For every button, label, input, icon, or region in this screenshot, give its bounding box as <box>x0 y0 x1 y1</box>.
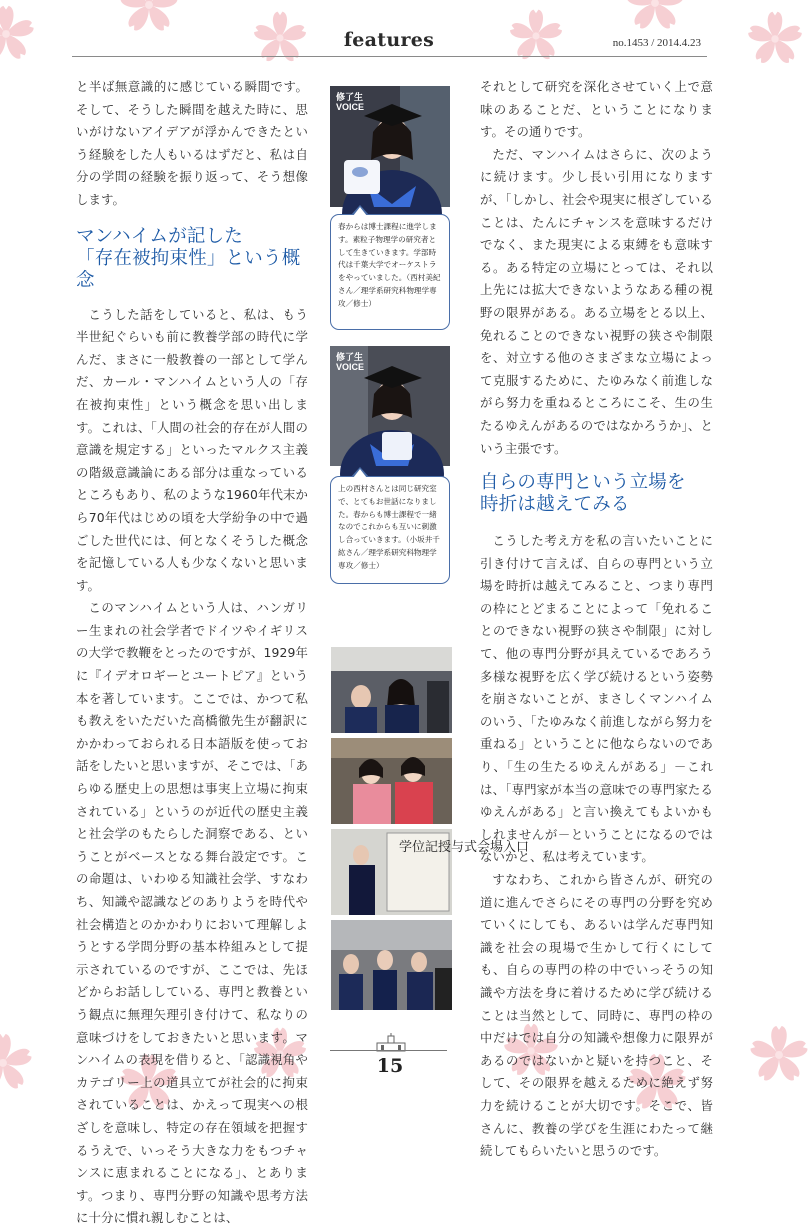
paragraph: すなわち、これから皆さんが、研究の道に進んでさらにその専門の分野を究めていくにしても、あるいは学んだ専門知識を社会の現場で生かして行くにしても、自らの専門の枠の中でいっそうの知識や方法を身に着けるために学び続けることは当然として、同時に、専門の枠の中だけでは自分の知識や想像力に限界があるのではないかと疑いを持つこと、そして、その限界を越えるために絶えず努力を続けることが大切です。そこで、皆さんに、教養の学びを生涯にわたって継続してもらいたいと思うのです。 <box>480 872 713 1159</box>
page-number: 15 <box>376 1055 404 1077</box>
university-emblem-icon <box>375 1033 407 1051</box>
ceremony-photo-4 <box>331 920 452 1010</box>
header-divider <box>72 56 707 57</box>
cherry-blossom-icon <box>0 2 38 66</box>
paragraph: と半ば無意識的に感じている瞬間です。そして、そうした瞬間を越えた時に、思いがけないアイデアが浮かんできたという経験をした人もいるはずだと、私は自分の学問の経験を振り返って、そう想像します。 <box>76 79 308 207</box>
cherry-blossom-icon <box>0 1030 36 1096</box>
right-column <box>480 76 713 1163</box>
section-heading: マンハイムが記した 「存在被拘束性」という概念 <box>76 225 301 291</box>
paragraph: それとして研究を深化させていく上で意味のあることだ、ということになります。その通りです。 <box>480 79 713 140</box>
cherry-blossom-icon <box>506 6 566 66</box>
sign-text: 学位記授与式会場入口 <box>399 840 530 855</box>
graduate-photo-2 <box>330 346 450 466</box>
cherry-blossom-icon <box>744 8 806 70</box>
section-heading: 自らの専門という立場を 時折は越えてみる <box>480 472 686 516</box>
paragraph: ただ、マンハイムはさらに、次のように続けます。少し長い引用になりますが、「しかし、社会や現実に根ざしていることは、たんにチャンスを意味するだけでなく、また現実による束縛をも意味する。ある特定の立場にとっては、それ以上先には拡大できないようなある種の視野の限界がある。ある立場をとる以上、免れることのできない視野の狭さや制限を、対立する他のさまざまな立場によって克服するために、たゆみなく前進しながら努力を重ねるところにこそ、生の生たるゆえんがあるのではなかろうか」、という主張です。 <box>480 146 713 456</box>
cherry-blossom-icon <box>622 0 688 36</box>
voice-badge: 修了生 VOICE <box>336 92 365 112</box>
voice-caption: 春からは博士課程に進学します。素粒子物理学の研究者として生きていきます。学部時代は千葉大学でオーケストラをやっていました。（西村美紀さん／理学系研究科物理学専攻／修士） <box>330 214 450 330</box>
issue-info: no.1453 / 2014.4.23 <box>612 37 701 49</box>
footer-divider <box>330 1050 447 1051</box>
ceremony-photo-2 <box>331 738 452 824</box>
section-title: features <box>343 29 435 51</box>
ceremony-photo-1 <box>331 647 452 733</box>
left-column <box>76 76 308 1230</box>
cherry-blossom-icon <box>746 1022 812 1088</box>
paragraph: こうした話をしていると、私は、もう半世紀ぐらいも前に教養学部の時代に学んだ、まさに一般教養の一部として学んだ、カール・マンハイムという人の「存在被拘束性」という概念を思い出します。これは、「人間の社会的存在が人間の意識を規定する」といったマルクス主義の階級意識論にある部分は重なっているところもあり、私のような1960年代末から70年代はじめの頃を大学紛争の中で過ごした世代には、何となくそうした概念を記憶している人も少なくないと思います。 <box>76 306 308 593</box>
cherry-blossom-icon <box>116 0 182 38</box>
voice-caption: 上の西村さんとは同じ研究室で、とてもお世話になりました。春からも博士課程で一緒なのでこれからも互いに刺激し合っていきます。（小坂井千紘さん／理学系研究科物理学専攻／修士） <box>330 476 450 584</box>
paragraph: こうした考え方を私の言いたいことに引き付けて言えば、自らの専門という立場を時折は越えてみること、つまり専門の枠にとどまることによって「免れることのできない視野の狭さや制限」に対して、他の専門分野が具えているであろう多様な視野を広く学び続けるという姿勢を崩さないことが、まさしくマンハイムのいう、「たゆみなく前進しながら努力を重ねる」ということに他ならないのであり、「生の生たるゆえんがある」－これは、「専門家が本当の意味での専門家たるゆえんがある」と言い換えてもよいかもしれませんが－ということになるのではないかと、私は考えています。 <box>480 533 713 865</box>
cherry-blossom-icon <box>250 8 310 68</box>
paragraph: このマンハイムという人は、ハンガリー生まれの社会学者でドイツやイギリスの大学で教鞭をとったのですが、1929年に『イデオロギーとユートピア』という本を著しています。ここでは、かつて私も教えをいただいた高橋徹先生が翻訳にかかわっておられる日本語版を使ってお話をしたいと思いますが、そこでは、「あらゆる歴史上の思想は事実上立場に拘束されている」というのが近代の歴史主義と社会学のもたらした洞察である、ということがベースとなる舞台設定です。この命題は、いわゆる知識社会学、すなわち、知識や認識などのありようを時代や社会構造とのかかわりにおいて理解しようとする学問分野の基本枠組みとして提示されているのですが、ここでは、先ほどからお話ししている、専門と教養という観点に無理矢理引き付けて、私なりの意味づけをしておきたいと思います。マンハイムの表現を借りると、「認識視角やカテゴリー上の道具立てが社会的に拘束されていることは、かえって現実への根ざしを意味し、特定の存在領域を把握するうえで、いっそう大きな力をもつチャンスに恵まれることになる」、とあります。つまり、専門分野の知識や思考方法に十分に慣れ親しむことは、 <box>76 600 308 1226</box>
ceremony-photo-3 <box>331 829 530 915</box>
voice-badge: 修了生 VOICE <box>336 352 365 372</box>
graduate-photo-1 <box>330 86 450 207</box>
